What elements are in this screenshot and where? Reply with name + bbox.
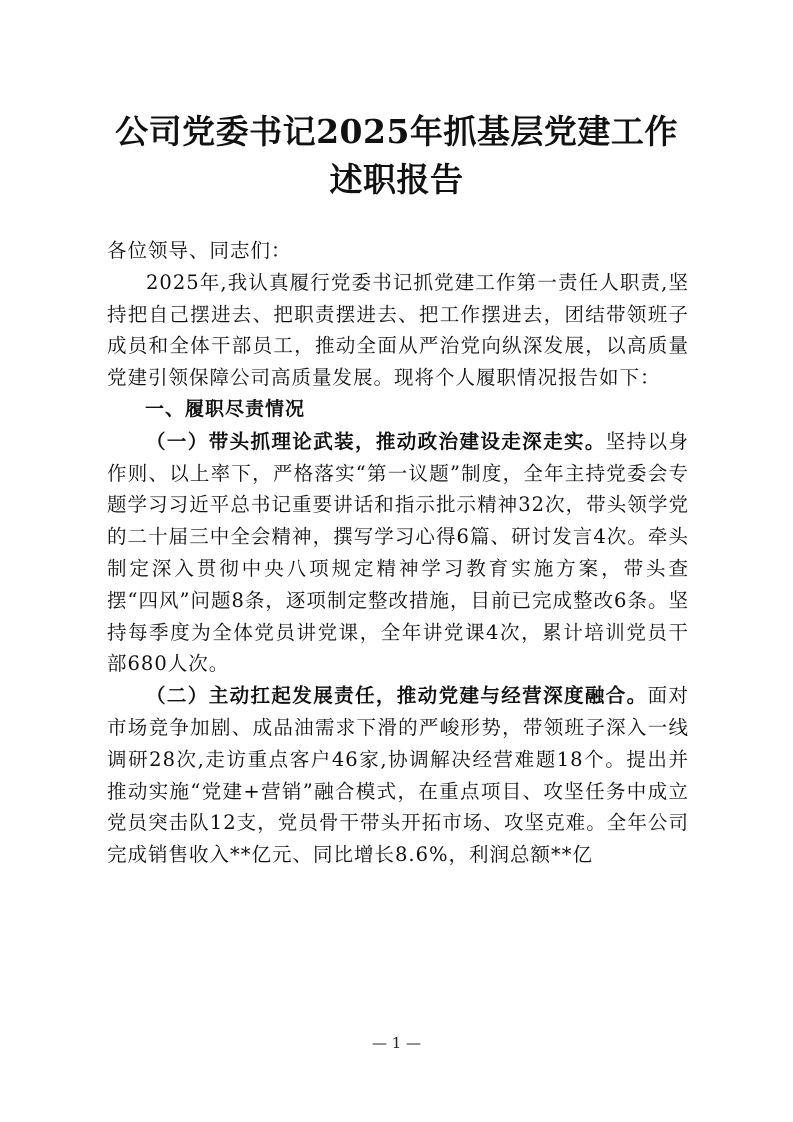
subsection-2-paragraph — [107, 680, 689, 871]
document-title: 公司党委书记2025年抓基层党建工作述职报告 — [115, 112, 678, 199]
subsection-2-heading: （二）主动扛起发展责任，推动党建与经营深度融合。 — [146, 684, 648, 708]
section-heading-1: 一、履职尽责情况 — [145, 397, 306, 420]
subsection-1-text: 坚持以身作则、以上率下，严格落实“第一议题”制度，全年主持党委会专题学习习近平总书记重要讲话和指示批示精神32次，带头领学党的二十届三中全会精神，撰写学习心得6篇、研讨发言4次。牵头制定深入贯彻中央八项规定精神学习教育实施方案，带头查摆“四风”问题8条，逐项制定整改措施，目前已完成整改6条。坚持每季度为全体党员讲党课，全年讲党课4次，累计培训党员干部680人次。 — [107, 429, 689, 676]
intro-paragraph: 2025年,我认真履行党委书记抓党建工作第一责任人职责,坚持把自己摆进去、把职责摆进去、把工作摆进去，团结带领班子成员和全体干部员工，推动全面从严治党向纵深发展，以高质量党建引领保障公司高质量发展。现将个人履职情况报告如下： — [107, 270, 689, 390]
subsection-1-paragraph — [107, 426, 689, 680]
subsection-1-heading: （一）带头抓理论武装，推动政治建设走深走实。 — [146, 429, 606, 453]
subsection-2-text: 面对市场竞争加剧、成品油需求下滑的严峻形势，带领班子深入一线调研28次,走访重点客户46家,协调解决经营难题18个。提出并推动实施“党建+营销”融合模式，在重点项目、攻坚任务中成立党员突击队12支，党员骨干带头开拓市场、攻坚克难。全年公司完成销售收入**亿元、同比增长8.6%，利润总额**亿 — [107, 684, 689, 867]
page-number: — 1 — — [371, 1034, 422, 1052]
document-body — [107, 235, 689, 871]
salutation: 各位领导、同志们： — [107, 239, 292, 262]
